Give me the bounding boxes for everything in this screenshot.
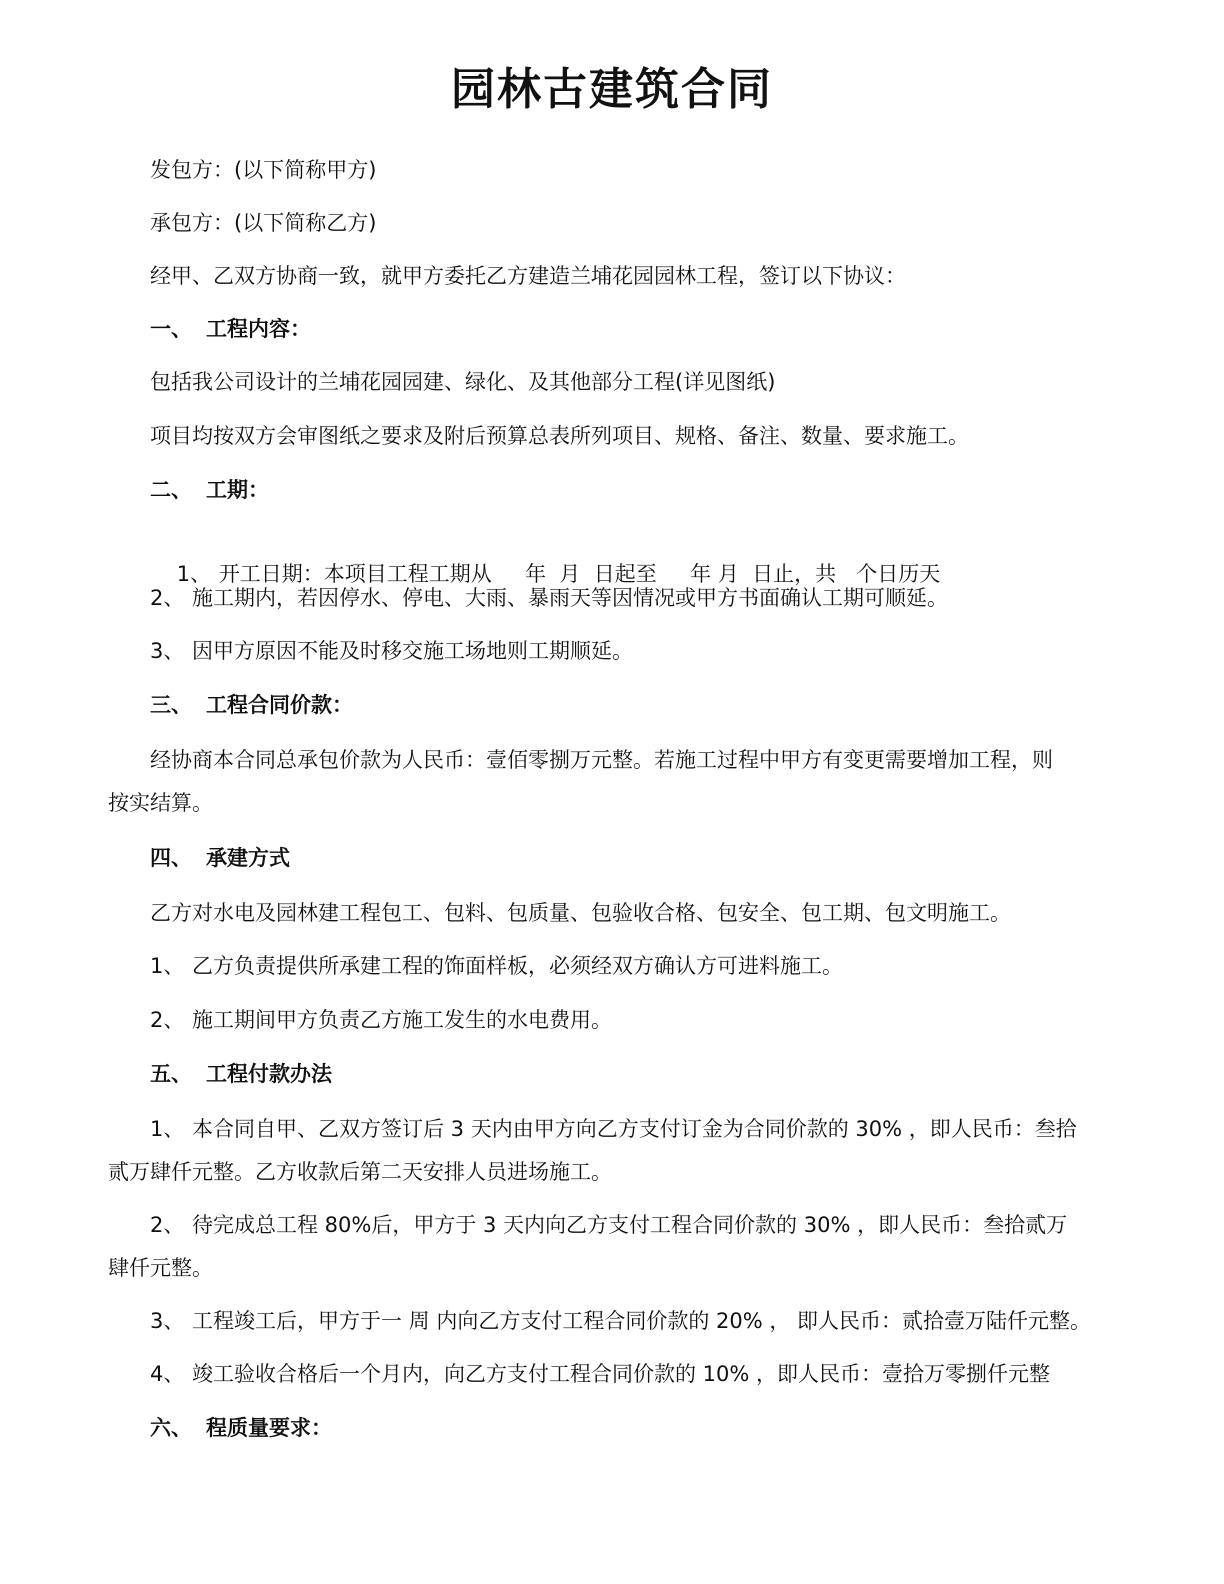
item-text: 竣工验收合格后一个月内，向乙方支付工程合同价款的 10% ，即人民币：壹拾万零捌仟元整 [192, 1362, 1051, 1386]
section-title: 承建方式 [206, 846, 290, 870]
section-heading [150, 690, 353, 720]
paragraph: 包括我公司设计的兰埔花园园建、绿化、及其他部分工程(详见图纸) [150, 370, 776, 394]
paragraph: 经协商本合同总承包价款为人民币：壹佰零捌万元整。若施工过程中甲方有变更需要增加工程，则 [150, 748, 1053, 772]
party-b-line: 承包方：(以下简称乙方) [150, 211, 377, 235]
list-item-continuation: 贰万肆仟元整。乙方收款后第二天安排人员进场施工。 [108, 1160, 612, 1184]
section-number: 四、 [150, 846, 192, 870]
list-item-continuation: 肆仟元整。 [108, 1256, 213, 1280]
section-number: 二、 [150, 478, 192, 502]
section-heading [150, 1059, 332, 1089]
section-number: 三、 [150, 693, 192, 717]
list-item [150, 1306, 1091, 1336]
section-number: 六、 [150, 1416, 192, 1440]
item-text: 待完成总工程 80%后，甲方于 3 天内向乙方支付工程合同价款的 30% ，即人民币：叁拾贰万 [192, 1213, 1068, 1237]
section-title: 工程合同价款： [206, 693, 353, 717]
item-number: 1、 [150, 954, 185, 978]
item-number: 4、 [150, 1362, 185, 1386]
list-item [150, 1359, 1050, 1389]
list-item [150, 951, 843, 981]
list-item [150, 1210, 1067, 1240]
item-text: 因甲方原因不能及时移交施工场地则工期顺延。 [192, 639, 633, 663]
preamble: 经甲、乙双方协商一致，就甲方委托乙方建造兰埔花园园林工程，签订以下协议： [150, 264, 906, 288]
section-number: 五、 [150, 1062, 192, 1086]
item-number: 1、 [150, 1117, 185, 1141]
list-item [150, 636, 633, 666]
section-title: 工程付款办法 [206, 1062, 332, 1086]
list-item [150, 1114, 1077, 1144]
item-number: 2、 [150, 586, 185, 610]
section-title: 工程内容： [206, 317, 311, 341]
party-a-line: 发包方：(以下简称甲方) [150, 158, 377, 182]
item-text: 施工期间甲方负责乙方施工发生的水电费用。 [192, 1008, 612, 1032]
document-title: 园林古建筑合同 [451, 64, 773, 115]
item-number: 2、 [150, 1213, 185, 1237]
paragraph-continuation: 按实结算。 [108, 791, 213, 815]
paragraph: 项目均按双方会审图纸之要求及附后预算总表所列项目、规格、备注、数量、要求施工。 [150, 424, 969, 448]
section-heading [150, 843, 290, 873]
list-item [150, 1005, 612, 1035]
item-text: 本合同自甲、乙双方签订后 3 天内由甲方向乙方支付订金为合同价款的 30% ，即人民币：叁拾 [192, 1117, 1077, 1141]
item-number: 2、 [150, 1008, 185, 1032]
item-text: 开工日期：本项目工程工期从 年 月 日起至 年 月 日止，共 个日历天 [218, 562, 941, 586]
item-text: 乙方负责提供所承建工程的饰面样板，必须经双方确认方可进料施工。 [192, 954, 843, 978]
item-text: 工程竣工后，甲方于一 周 内向乙方支付工程合同价款的 20% ， 即人民币：贰拾壹万陆仟元整。 [192, 1309, 1092, 1333]
section-title: 程质量要求： [206, 1416, 332, 1440]
item-number: 1、 [176, 562, 212, 586]
paragraph: 乙方对水电及园林建工程包工、包料、包质量、包验收合格、包安全、包工期、包文明施工。 [150, 901, 1011, 925]
item-number: 3、 [150, 639, 185, 663]
section-heading [150, 1413, 332, 1443]
list-item [150, 583, 948, 613]
item-number: 3、 [150, 1309, 185, 1333]
item-text: 施工期内，若因停水、停电、大雨、暴雨天等因情况或甲方书面确认工期可顺延。 [192, 586, 948, 610]
section-title: 工期： [206, 478, 269, 502]
section-number: 一、 [150, 317, 192, 341]
section-heading [150, 475, 269, 505]
section-heading [150, 314, 311, 344]
